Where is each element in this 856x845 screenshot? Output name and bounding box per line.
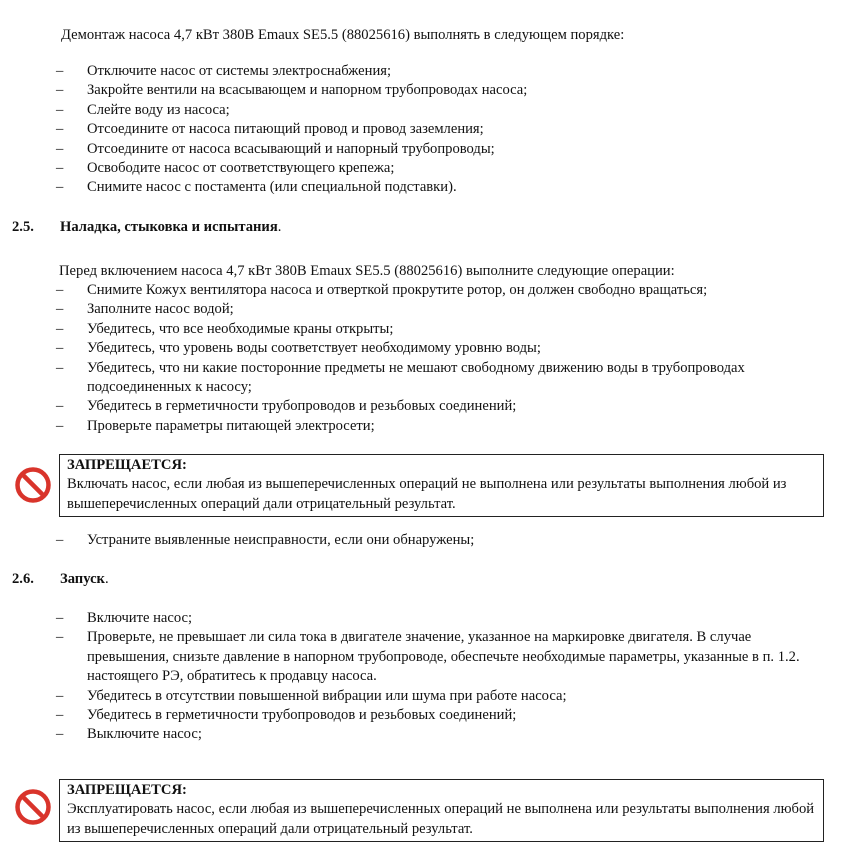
list-dash: –	[56, 417, 64, 434]
warning-text: Включать насос, если любая из вышеперечисленных операций не выполнена или результаты выполнения любой из вышеперечисленных операций дали отрицательный результат.	[67, 476, 787, 512]
list-item	[0, 101, 856, 120]
list-item	[0, 725, 856, 744]
list-item-text: Включите насос;	[87, 610, 193, 626]
list-dash: –	[56, 282, 64, 298]
list-item-text: Заполните насос водой;	[87, 301, 234, 318]
list-item	[0, 609, 856, 628]
section-number: 2.5.	[12, 219, 34, 235]
section-title-suffix: .	[277, 219, 282, 235]
section-2-6-steps-list	[0, 609, 856, 745]
list-item	[0, 320, 856, 339]
list-item-text: Отсоедините от насоса питающий провод и провод заземления;	[87, 121, 484, 138]
list-item	[0, 62, 856, 81]
section-heading-2-6	[12, 570, 109, 589]
prohibition-icon	[14, 466, 52, 504]
list-dash: –	[56, 398, 64, 415]
list-item	[0, 359, 856, 398]
list-dash: –	[56, 610, 64, 626]
removal-intro: Демонтаж насоса 4,7 кВт 380В Emaux SE5.5 (88025616) выполнять в следующем порядке:	[61, 27, 625, 43]
list-item	[0, 120, 856, 139]
list-item	[0, 706, 856, 725]
list-item-text: Убедитесь в герметичности трубопроводов и резьбовых соединений;	[87, 707, 517, 724]
list-dash: –	[56, 140, 64, 157]
list-dash: –	[56, 707, 64, 724]
list-item	[0, 628, 856, 686]
warning-text: Эксплуатировать насос, если любая из вышеперечисленных операций не выполнена или результаты выполнения любой из вышеперечисленных операций дали отрицательный результат.	[67, 801, 815, 837]
list-item-text: Убедитесь в герметичности трубопроводов и резьбовых соединений;	[87, 398, 517, 415]
section-number: 2.6.	[12, 571, 34, 587]
list-item-text: Устраните выявленные неисправности, если они обнаружены;	[87, 532, 475, 548]
list-dash: –	[56, 340, 64, 357]
section-2-5-after-list	[0, 531, 856, 550]
list-item	[0, 417, 856, 436]
list-item	[0, 687, 856, 706]
list-dash: –	[56, 687, 64, 704]
list-dash: –	[56, 532, 64, 548]
list-item	[0, 178, 856, 197]
section-2-5-steps-list	[0, 281, 856, 436]
list-item	[0, 531, 856, 550]
list-item-text: Отключите насос от системы электроснабжения;	[87, 63, 392, 79]
list-item-text: Снимите Кожух вентилятора насоса и отверткой прокрутите ротор, он должен свободно вращаться;	[87, 282, 708, 298]
list-item	[0, 159, 856, 178]
list-dash: –	[56, 160, 64, 177]
removal-steps-list	[0, 62, 856, 198]
list-dash: –	[56, 179, 64, 196]
list-item-text: Проверьте, не превышает ли сила тока в двигателе значение, указанное на маркировке двигателя. В случае превышения, снизьте давление в напорном трубопроводе, обеспечьте необходимые параметры, указанные в п. 1.2. настоящего РЭ, обратитесь к продавцу насоса.	[87, 629, 800, 685]
prohibition-icon	[14, 788, 52, 826]
list-item	[0, 300, 856, 319]
list-item	[0, 81, 856, 100]
list-dash: –	[56, 629, 64, 646]
list-item-text: Убедитесь, что все необходимые краны открыты;	[87, 320, 394, 337]
list-item-text: Слейте воду из насоса;	[87, 101, 230, 118]
list-dash: –	[56, 121, 64, 138]
list-item	[0, 397, 856, 416]
list-item-text: Снимите насос с постамента (или специальной подставки).	[87, 179, 457, 196]
list-item-text: Выключите насос;	[87, 726, 202, 743]
list-item-text: Отсоедините от насоса всасывающий и напорный трубопроводы;	[87, 140, 495, 157]
list-item	[0, 339, 856, 358]
list-item-text: Убедитесь, что ни какие посторонние предметы не мешают свободному движению воды в трубопроводах подсоединенных к насосу;	[87, 359, 745, 396]
warning-title: ЗАПРЕЩАЕТСЯ:	[67, 457, 187, 473]
list-item-text: Освободите насос от соответствующего крепежа;	[87, 160, 395, 177]
section-title: Запуск	[60, 571, 105, 587]
warning-box	[59, 454, 824, 517]
list-item-text: Закройте вентили на всасывающем и напорном трубопроводах насоса;	[87, 82, 528, 99]
list-dash: –	[56, 63, 64, 79]
warning-title: ЗАПРЕЩАЕТСЯ:	[67, 782, 187, 798]
list-dash: –	[56, 359, 64, 376]
list-item-text: Убедитесь в отсутствии повышенной вибрации или шума при работе насоса;	[87, 687, 567, 704]
list-dash: –	[56, 301, 64, 318]
section-2-5-intro: Перед включением насоса 4,7 кВт 380В Emaux SE5.5 (88025616) выполните следующие операции:	[59, 263, 675, 279]
list-item	[0, 140, 856, 159]
warning-box	[59, 779, 824, 842]
list-item	[0, 281, 856, 300]
list-dash: –	[56, 726, 64, 743]
list-item-text: Проверьте параметры питающей электросети;	[87, 417, 375, 434]
list-dash: –	[56, 82, 64, 99]
section-heading-2-5	[12, 218, 281, 237]
list-dash: –	[56, 101, 64, 118]
section-title: Наладка, стыковка и испытания	[60, 219, 278, 235]
list-item-text: Убедитесь, что уровень воды соответствует необходимому уровню воды;	[87, 340, 541, 357]
list-dash: –	[56, 320, 64, 337]
section-title-suffix: .	[104, 571, 109, 587]
